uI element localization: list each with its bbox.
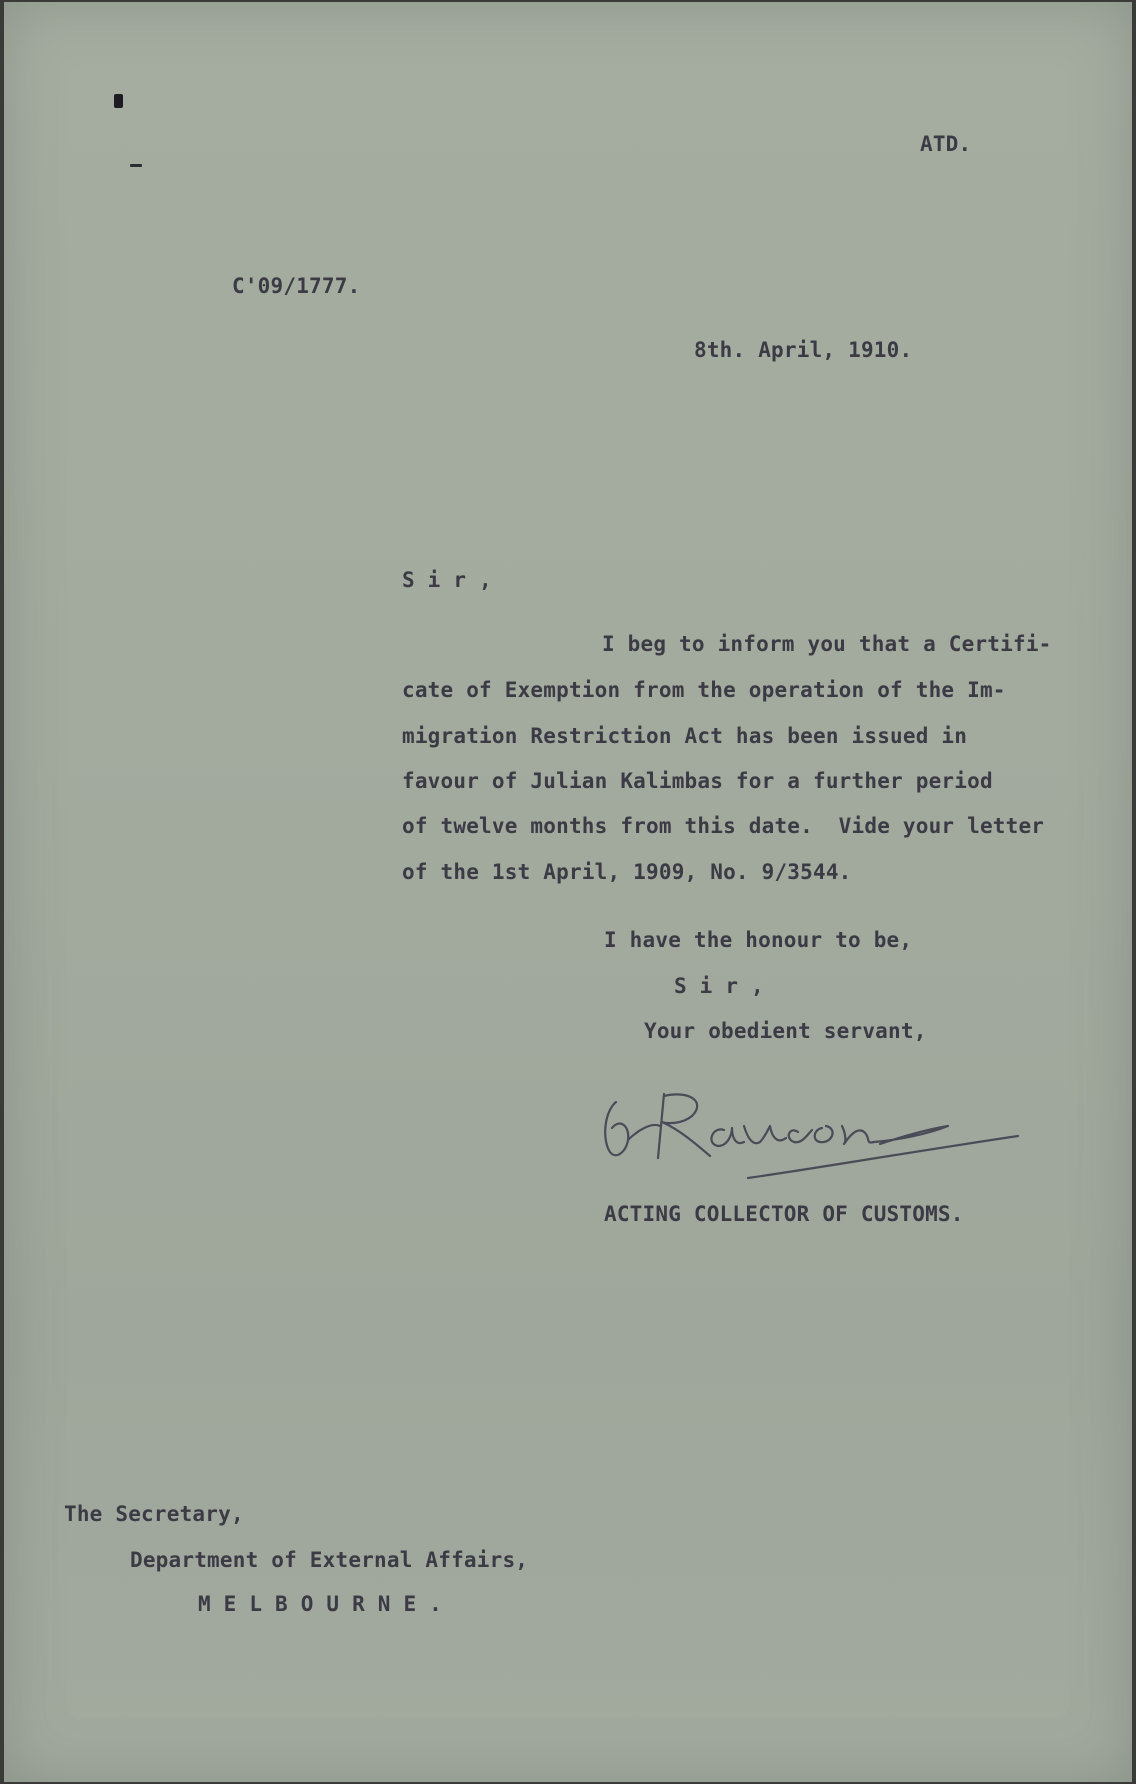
closing-line: I have the honour to be, [604, 928, 913, 952]
closing-sir: S i r , [674, 974, 764, 998]
addressee-city: M E L B O U R N E . [198, 1592, 443, 1616]
body-line: migration Restriction Act has been issued in [402, 724, 968, 748]
punch-mark-small [130, 164, 142, 167]
signatory-title: ACTING COLLECTOR OF CUSTOMS. [604, 1202, 964, 1226]
addressee-department: Department of External Affairs, [130, 1548, 529, 1572]
letter-page [4, 2, 1132, 1782]
file-code: ATD. [920, 132, 972, 156]
closing-servant: Your obedient servant, [644, 1019, 927, 1043]
reference-number: C'09/1777. [232, 274, 361, 298]
body-line: I beg to inform you that a Certifi- [602, 632, 1052, 656]
body-line: of twelve months from this date. Vide your letter [402, 814, 1045, 838]
body-line: of the 1st April, 1909, No. 9/3544. [402, 860, 852, 884]
handwritten-signature [598, 1082, 1038, 1192]
body-line: cate of Exemption from the operation of the Im- [402, 678, 1006, 702]
salutation: S i r , [402, 568, 492, 592]
body-line: favour of Julian Kalimbas for a further period [402, 769, 993, 793]
letter-date: 8th. April, 1910. [694, 338, 913, 362]
addressee-title: The Secretary, [64, 1502, 244, 1526]
punch-mark [114, 94, 123, 108]
